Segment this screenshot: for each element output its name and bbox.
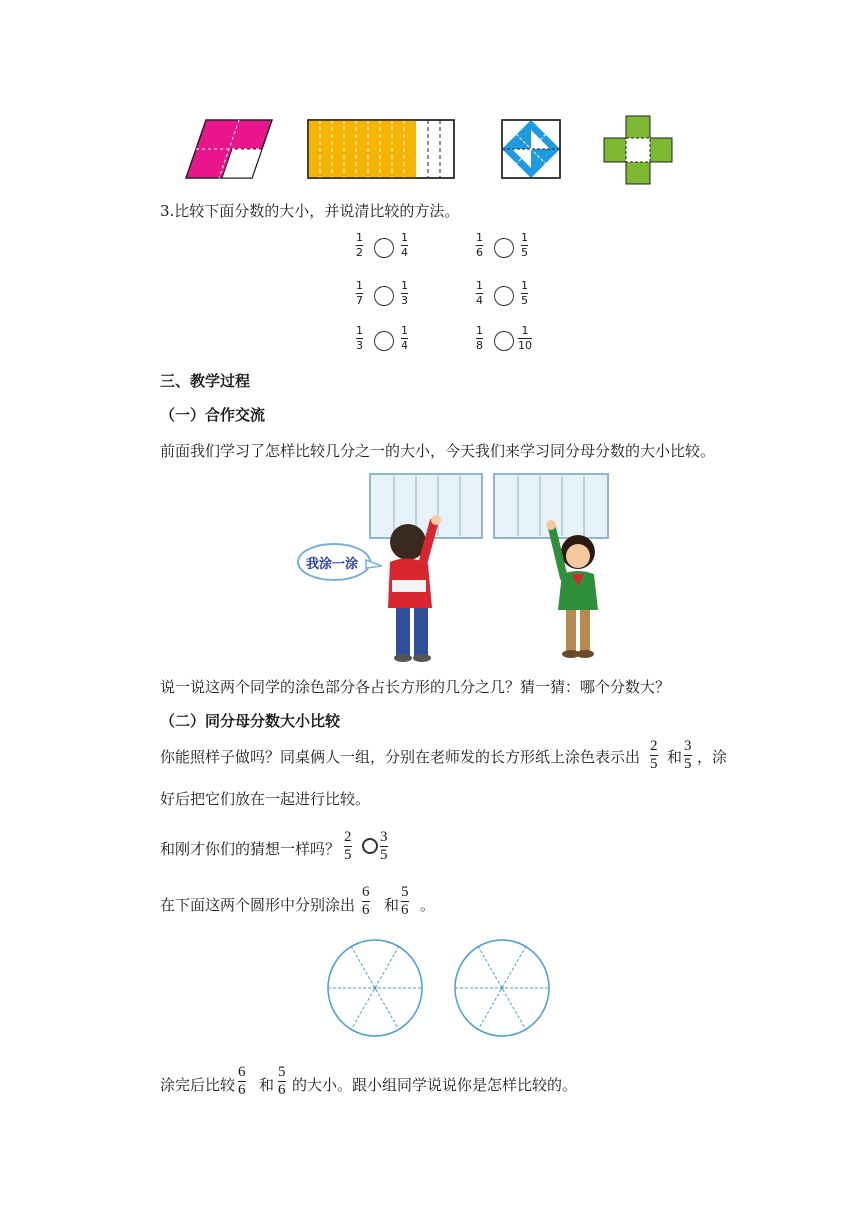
compare-circle[interactable] [494,331,514,351]
fraction-3-5 [684,738,692,773]
section-heading: 三、教学过程 [160,372,251,390]
part2-p1-text: 你能照样子做吗？同桌俩人一组，分别在老师发的长方形纸上涂色表示出 [160,748,641,766]
fraction-denominator: 4 [401,246,408,259]
fraction-denominator: 3 [356,339,363,352]
parallelogram-figure [186,120,272,178]
fraction-numerator: 1 [401,279,408,292]
q3-title: 3.比较下面分数的大小，并说清比较的方法。 [160,202,460,220]
compare-circle[interactable] [374,286,394,306]
fraction-2-5 [344,829,352,864]
part2-p1-and: 和 [667,748,683,766]
fraction-numerator: 5 [278,1064,286,1080]
part1-question: 说一说这两个同学的涂色部分各占长方形的几分之几？猜一猜：哪个分数大？ [160,678,671,696]
circle-right [455,940,549,1036]
fraction-denominator: 5 [684,756,692,772]
fraction-denominator: 5 [521,294,528,307]
fraction-numerator: 2 [344,829,352,845]
fraction-numerator: 1 [356,324,363,337]
fraction-denominator: 6 [401,902,409,918]
fraction-numerator: 1 [401,231,408,244]
part2-p4-text: 涂完后比较 [160,1076,236,1094]
fraction-numerator: 1 [356,279,363,292]
compare-circle[interactable] [362,838,378,854]
fraction-3-5 [380,829,388,864]
board-left [370,474,482,538]
fraction-denominator: 5 [344,847,352,863]
circle-left [328,940,422,1036]
fraction-denominator: 5 [521,246,528,259]
fraction-numerator: 3 [684,738,692,754]
fraction-denominator: 4 [476,294,483,307]
fraction-numerator: 1 [401,324,408,337]
fraction-numerator: 1 [521,324,529,337]
rectangle-figure [308,120,454,178]
part2-p1-line2: 好后把它们放在一起进行比较。 [160,790,371,808]
fraction-denominator: 8 [476,339,483,352]
fraction-denominator: 6 [278,1082,286,1098]
compare-circle[interactable] [374,331,394,351]
fraction-denominator: 6 [476,246,483,259]
fraction-numerator: 1 [476,324,483,337]
fraction-denominator: 6 [362,902,370,918]
fraction-denominator: 5 [650,756,658,772]
fraction-numerator: 6 [238,1064,246,1080]
part1-intro: 前面我们学习了怎样比较几分之一的大小，今天我们来学习同分母分数的大小比较。 [160,442,716,460]
fraction-5-6 [278,1064,286,1099]
fraction-6-6 [238,1064,246,1099]
fraction-2-5 [650,738,658,773]
circle-diagrams [325,938,555,1038]
compare-circle[interactable] [494,238,514,258]
boy-figure [388,515,441,662]
fraction-denominator: 4 [401,339,408,352]
square-figure [502,120,560,178]
fraction-denominator: 2 [356,246,363,259]
part2-p4-and: 和 [259,1076,275,1094]
fraction-denominator: 5 [380,847,388,863]
part2-p3-text: 在下面这两个圆形中分别涂出 [160,896,356,914]
part2-p1-end: ，涂 [697,748,728,766]
fraction-numerator: 5 [401,884,409,900]
part2-p3-and: 和 [384,896,400,914]
fraction-numerator: 1 [476,231,483,244]
fraction-denominator: 3 [401,294,408,307]
fraction-denominator: 10 [518,339,532,352]
part2-p2-text: 和刚才你们的猜想一样吗？ [160,840,341,858]
cross-figure [604,116,672,184]
compare-circle[interactable] [494,286,514,306]
fraction-numerator: 1 [521,231,528,244]
fraction-5-6 [401,884,409,919]
fraction-numerator: 1 [356,231,363,244]
shapes-row [180,110,680,186]
fraction-numerator: 2 [650,738,658,754]
girl-figure [546,520,598,658]
fraction-6-6 [362,884,370,919]
fraction-denominator: 6 [238,1082,246,1098]
part2-p4-end: 的大小。跟小组同学说说你是怎样比较的。 [292,1076,578,1094]
fraction-numerator: 3 [380,829,388,845]
fraction-numerator: 1 [476,279,483,292]
part2-p3-end: 。 [420,896,436,914]
part1-heading: （一）合作交流 [160,406,266,424]
compare-circle[interactable] [374,238,394,258]
part2-heading: （二）同分母分数大小比较 [160,712,341,730]
fraction-denominator: 7 [356,294,363,307]
fraction-numerator: 1 [521,279,528,292]
fraction-numerator: 6 [362,884,370,900]
bubble-text: 我涂一涂 [306,557,359,572]
